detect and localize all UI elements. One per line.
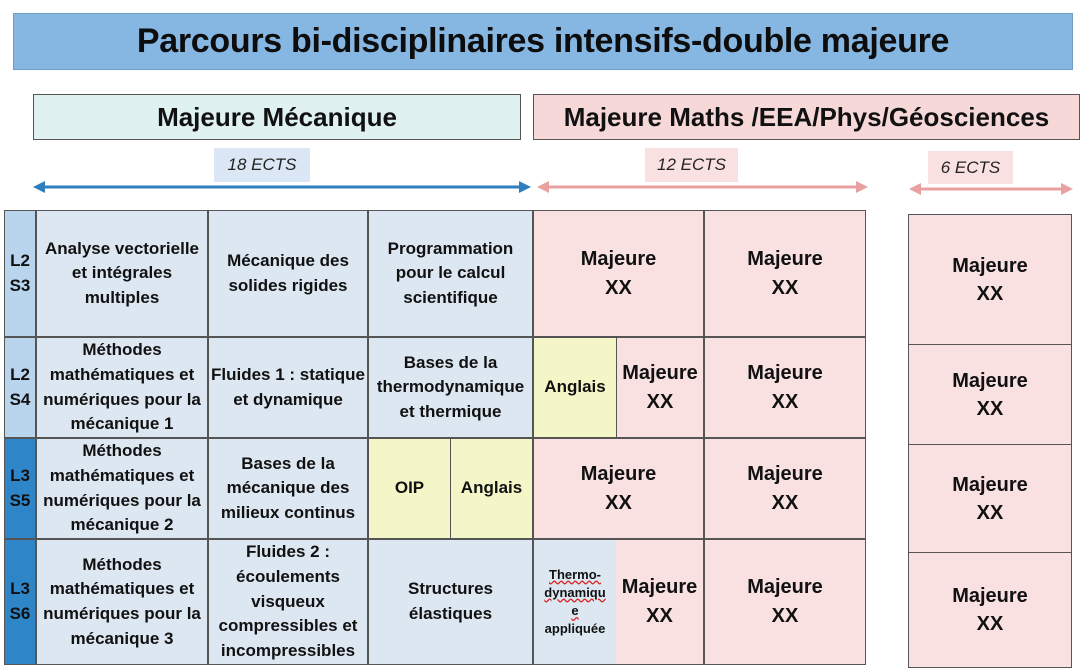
majeure-text: Majeure xyxy=(580,462,657,485)
course-s4-3: Bases de la thermodynamique et thermique xyxy=(368,337,533,438)
semester-label: S6 xyxy=(9,604,31,623)
ects-6-label: 6 ECTS xyxy=(928,151,1013,184)
level-label: L3 xyxy=(10,465,30,485)
majeure-text: Majeure xyxy=(747,247,823,270)
xx-text: XX xyxy=(976,501,1004,524)
course-grid xyxy=(4,210,866,665)
majeure-xx-s3-a xyxy=(533,210,704,337)
course-s5-1: Méthodes mathématiques et numériques pour la mécanique 2 xyxy=(36,438,208,539)
semester-cell-s3 xyxy=(4,210,36,337)
majeure-xx-s4-b xyxy=(704,337,866,438)
course-s6-2: Fluides 2 : écoulements visqueux compressibles et incompressibles xyxy=(208,539,368,665)
course-s3-2: Mécanique des solides rigides xyxy=(208,210,368,337)
anglais-s5: Anglais xyxy=(451,439,532,538)
course-s4-1: Méthodes mathématiques et numériques pour la mécanique 1 xyxy=(36,337,208,438)
majeure-xx-s6-b xyxy=(704,539,866,665)
arrow-12-ects xyxy=(537,181,868,193)
thermo-line-4: appliquée xyxy=(544,621,606,637)
majeure-xx-s4-a xyxy=(617,338,703,437)
xx-text: XX xyxy=(605,491,632,514)
semester-label: S3 xyxy=(9,275,31,295)
oip-anglais-s5 xyxy=(368,438,533,539)
thermo-majeure-s6 xyxy=(533,539,704,665)
ects-18-label: 18 ECTS xyxy=(214,148,310,182)
xx-text: XX xyxy=(646,390,674,413)
anglais-s4: Anglais xyxy=(534,338,617,437)
majeure-text: Majeure xyxy=(952,254,1028,277)
majeure-other-label: Majeure Maths /EEA/Phys/Géosciences xyxy=(563,101,1050,132)
xx-text: XX xyxy=(771,276,799,299)
semester-cell-s6 xyxy=(4,539,36,665)
xx-text: XX xyxy=(771,390,799,413)
semester-label: S4 xyxy=(9,389,31,409)
majeure-text: Majeure xyxy=(952,473,1028,496)
xx-text: XX xyxy=(771,491,799,514)
majeure-text: Majeure xyxy=(952,369,1028,392)
semester-cell-s5 xyxy=(4,438,36,539)
anglais-majeure-s4 xyxy=(533,337,704,438)
majeure-text: Majeure xyxy=(580,247,657,270)
level-label: L2 xyxy=(10,364,30,384)
thermo-line-1: Thermo- xyxy=(549,566,601,582)
majeure-xx-s5-a xyxy=(533,438,704,539)
arrow-6-ects xyxy=(909,183,1073,195)
semester-cell-s4 xyxy=(4,337,36,438)
xx-text: XX xyxy=(605,276,632,299)
xx-text: XX xyxy=(646,605,673,627)
majeure-text: Majeure xyxy=(952,585,1028,607)
thermo-line-3: e xyxy=(571,603,579,618)
course-s6-1: Méthodes mathématiques et numériques pour la mécanique 3 xyxy=(36,539,208,665)
thermo-line-2: dynamiqu xyxy=(544,584,606,600)
course-s3-1: Analyse vectorielle et intégrales multiples xyxy=(36,210,208,337)
majeure-xx-extra-4 xyxy=(909,553,1071,667)
majeure-xx-s5-b xyxy=(704,438,866,539)
majeure-text: Majeure xyxy=(621,576,698,598)
majeure-xx-extra-3 xyxy=(909,445,1071,553)
course-s3-3: Programmation pour le calcul scientifique xyxy=(368,210,533,337)
majeure-text: Majeure xyxy=(622,361,698,384)
majeure-xx-extra-1 xyxy=(909,215,1071,345)
xx-text: XX xyxy=(771,605,799,627)
xx-text: XX xyxy=(976,613,1004,635)
oip-s5: OIP xyxy=(369,439,451,538)
majeure-mecanique-label: Majeure Mécanique xyxy=(157,101,397,132)
level-label: L2 xyxy=(10,250,30,270)
ects-12-label: 12 ECTS xyxy=(645,148,738,182)
course-s5-2: Bases de la mécanique des milieux continus xyxy=(208,438,368,539)
majeure-xx-s3-b xyxy=(704,210,866,337)
majeure-text: Majeure xyxy=(747,361,823,384)
xx-text: XX xyxy=(976,397,1004,420)
majeure-text: Majeure xyxy=(747,462,823,485)
course-s4-2: Fluides 1 : statique et dynamique xyxy=(208,337,368,438)
page-title: Parcours bi-disciplinaires intensifs-double majeure xyxy=(136,22,950,60)
majeure-xx-s6-a xyxy=(616,540,703,664)
xx-text: XX xyxy=(976,282,1004,305)
semester-label: S5 xyxy=(9,490,31,510)
arrow-18-ects xyxy=(33,181,531,193)
extra-majeure-column xyxy=(908,214,1072,668)
thermodynamique-appliquee xyxy=(534,540,616,664)
majeure-xx-extra-2 xyxy=(909,345,1071,445)
level-label: L3 xyxy=(10,579,30,599)
course-s6-3: Structures élastiques xyxy=(368,539,533,665)
majeure-text: Majeure xyxy=(747,576,823,598)
